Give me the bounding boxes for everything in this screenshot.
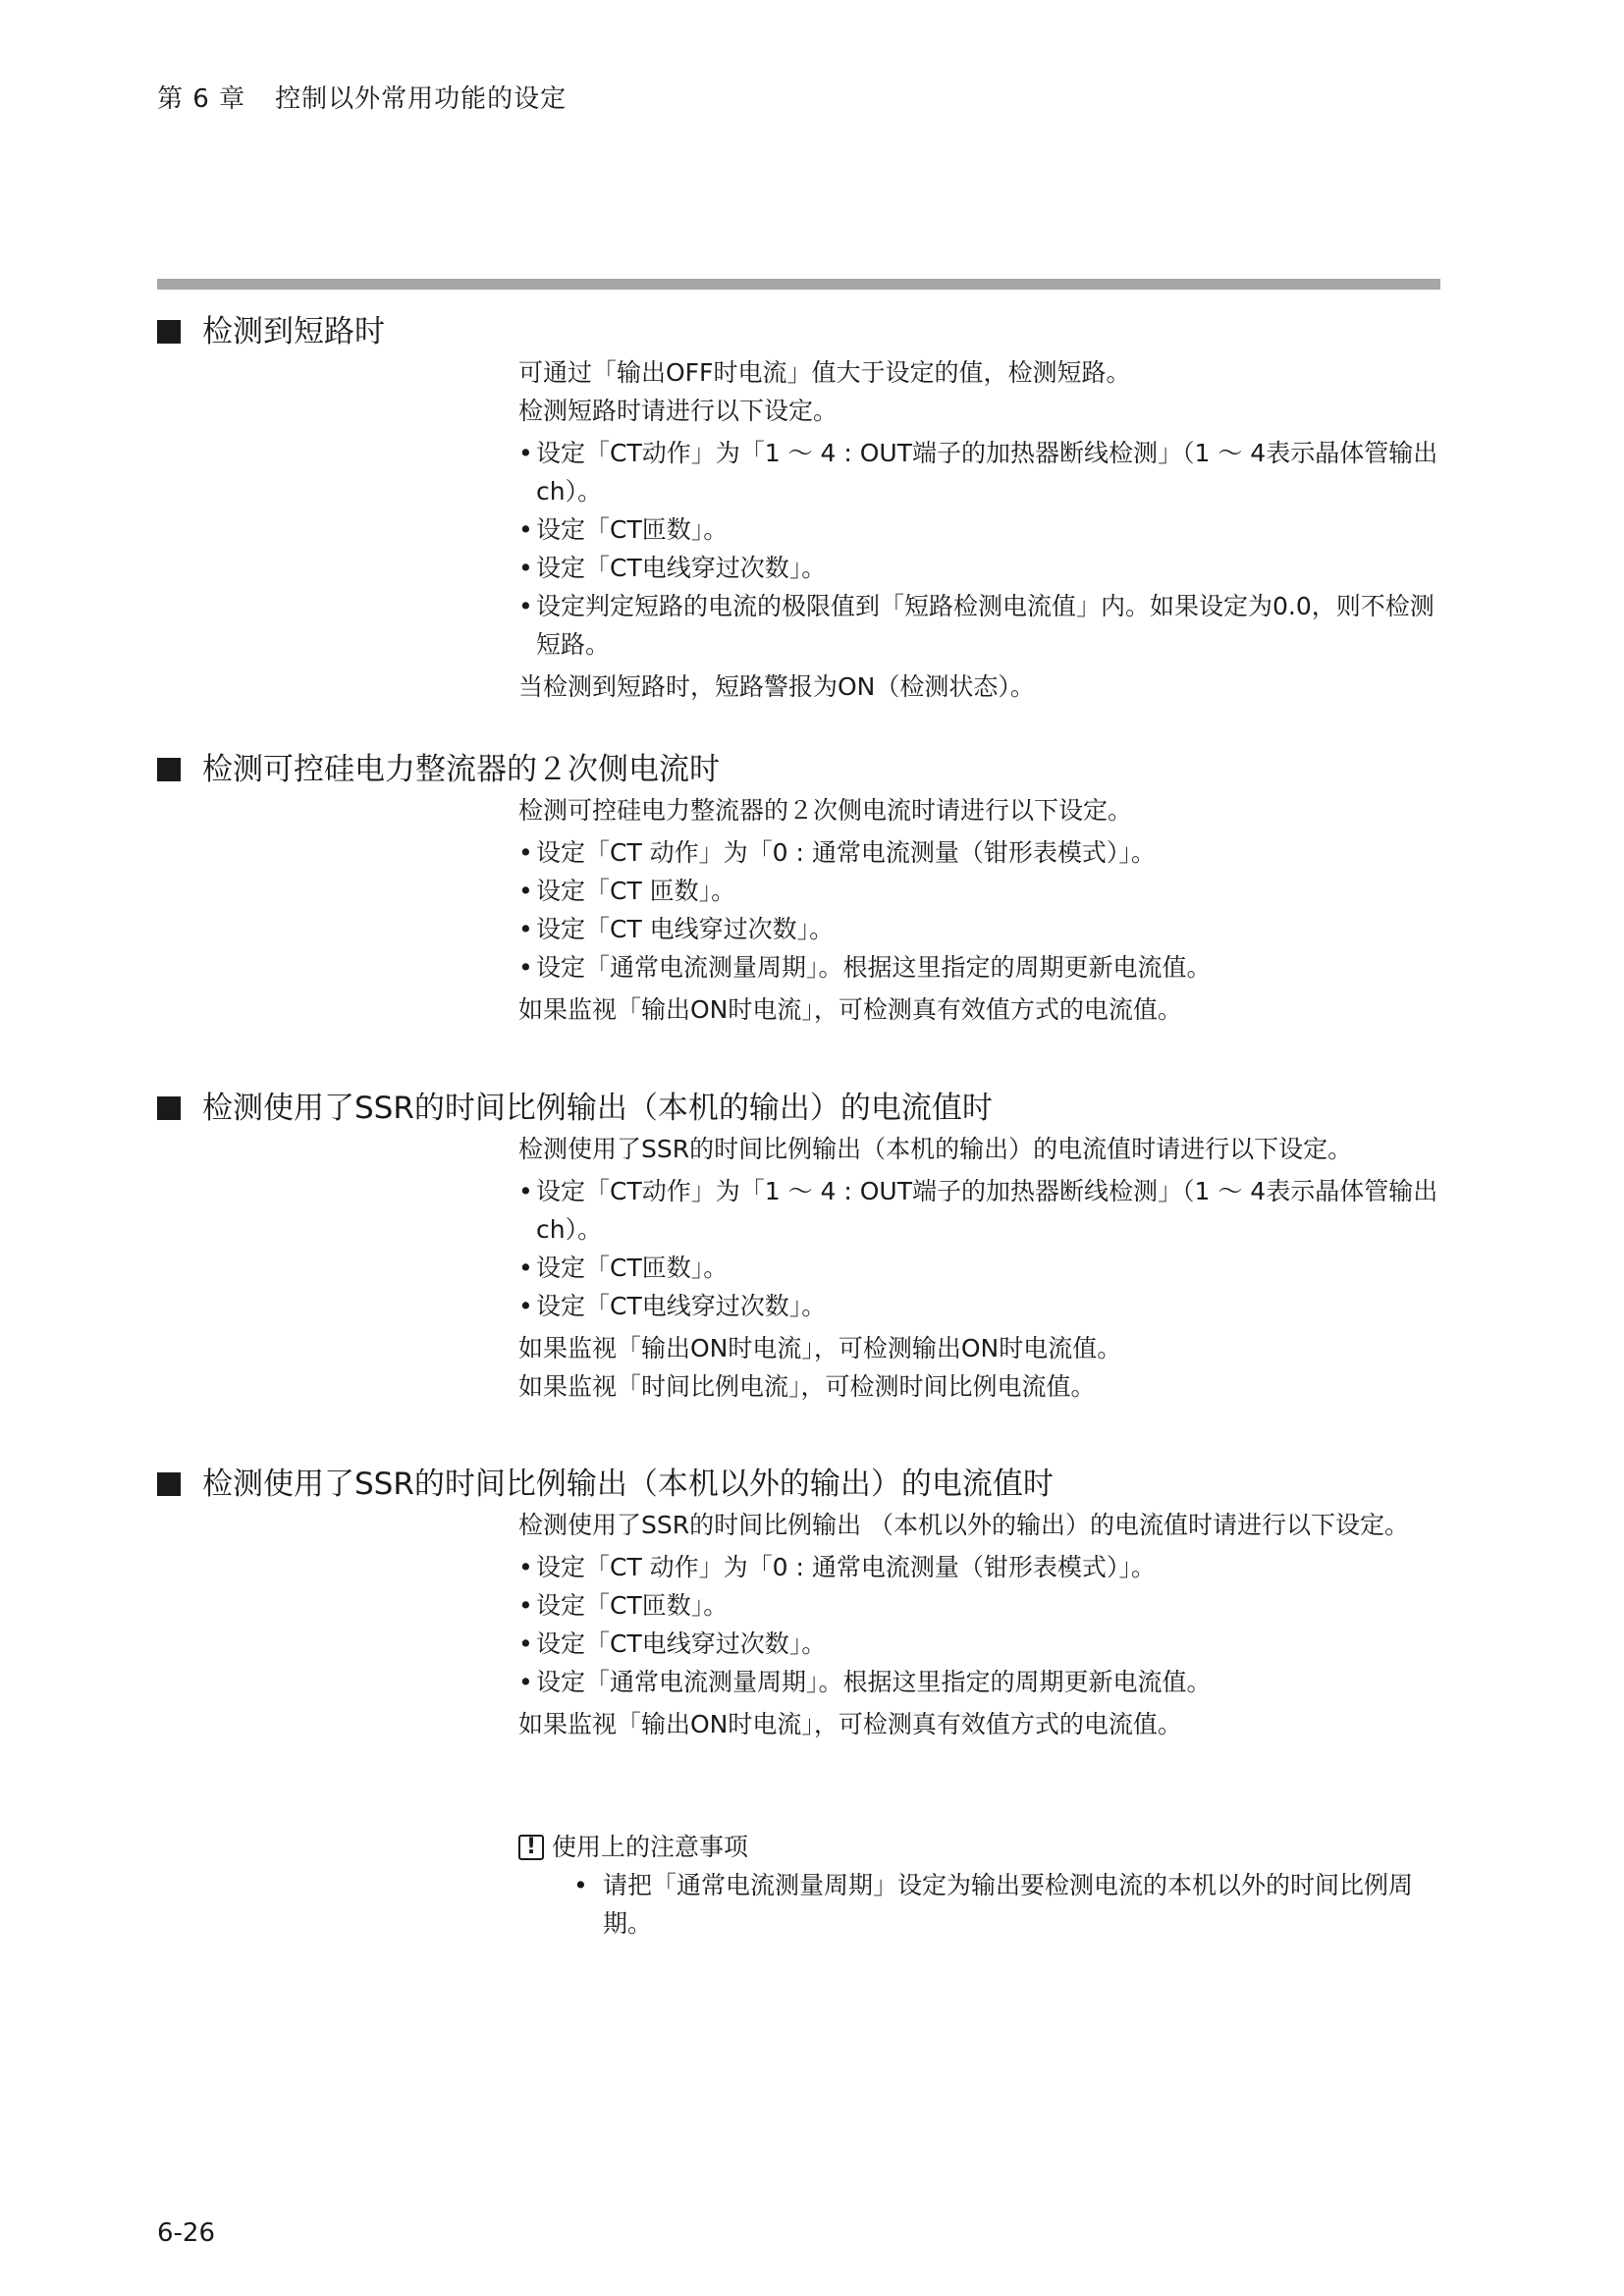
square-bullet-icon: [157, 758, 181, 781]
list-item: • 设定「CT动作」为「1 ～ 4 : OUT端子的加热器断线检测」（1 ～ 4表示晶体管输出ch）。: [518, 1172, 1441, 1249]
list-item: • 设定「CT电线穿过次数」。: [518, 1287, 1441, 1325]
list-item: • 设定「CT动作」为「1 ～ 4 : OUT端子的加热器断线检测」（1 ～ 4表示晶体管输出ch）。: [518, 434, 1441, 510]
paragraph: 如果监视「时间比例电流」，可检测时间比例电流值。: [518, 1372, 1096, 1401]
section-title: 检测可控硅电力整流器的２次侧电流时: [202, 752, 720, 787]
paragraph: 当检测到短路时，短路警报为ON（检测状态）。: [518, 672, 1035, 701]
list-item: • 设定「通常电流测量周期」。根据这里指定的周期更新电流值。: [518, 948, 1441, 987]
usage-note: [518, 1828, 1441, 1943]
chapter-header: [157, 79, 567, 115]
section-ssr-own-output: [157, 1087, 1453, 1406]
page-number: 6-26: [157, 2218, 216, 2248]
note-list: [518, 1866, 1441, 1943]
list-item: • 设定「CT 匝数」。: [518, 872, 1441, 910]
paragraph: 检测使用了SSR的时间比例输出（本机的输出）的电流值时请进行以下设定。: [518, 1135, 1353, 1163]
list-item: • 设定「CT 电线穿过次数」。: [518, 910, 1441, 948]
section-title: 检测使用了SSR的时间比例输出（本机的输出）的电流值时: [202, 1091, 993, 1126]
list-item: • 设定「CT匝数」。: [518, 510, 1441, 549]
paragraph: 检测使用了SSR的时间比例输出 （本机以外的输出）的电流值时请进行以下设定。: [518, 1511, 1410, 1539]
section-thyristor-secondary-current: [157, 748, 1453, 1029]
paragraph: 如果监视「输出ON时电流」，可检测真有效值方式的电流值。: [518, 1710, 1182, 1738]
list-item: • 请把「通常电流测量周期」设定为输出要检测电流的本机以外的时间比例周期。: [573, 1866, 1441, 1943]
section-ssr-other-output: [157, 1463, 1453, 1743]
warning-icon: !: [518, 1835, 544, 1860]
list-item: • 设定「CT电线穿过次数」。: [518, 1625, 1441, 1663]
setting-list: [518, 833, 1441, 987]
paragraph: 如果监视「输出ON时电流」，可检测真有效值方式的电流值。: [518, 995, 1182, 1024]
paragraph: 检测短路时请进行以下设定。: [518, 397, 839, 425]
setting-list: [518, 1548, 1441, 1701]
header-divider: [157, 279, 1440, 290]
chapter-number: 第 6 章: [157, 84, 246, 114]
list-item: • 设定「CT 动作」为「0 : 通常电流测量（钳形表模式）」。: [518, 833, 1441, 872]
square-bullet-icon: [157, 320, 181, 344]
list-item: • 设定「CT电线穿过次数」。: [518, 549, 1441, 587]
paragraph: 如果监视「输出ON时电流」，可检测输出ON时电流值。: [518, 1334, 1122, 1362]
section-title: 检测使用了SSR的时间比例输出（本机以外的输出）的电流值时: [202, 1467, 1054, 1502]
list-item: • 设定「CT匝数」。: [518, 1249, 1441, 1287]
section-title: 检测到短路时: [202, 314, 385, 349]
list-item: • 设定判定短路的电流的极限值到「短路检测电流值」内。如果设定为0.0，则不检测短路。: [518, 587, 1441, 664]
paragraph: 可通过「输出OFF时电流」值大于设定的值，检测短路。: [518, 358, 1131, 387]
square-bullet-icon: [157, 1096, 181, 1120]
section-short-circuit: [157, 310, 1453, 706]
square-bullet-icon: [157, 1472, 181, 1496]
setting-list: [518, 434, 1441, 664]
paragraph: 检测可控硅电力整流器的２次侧电流时请进行以下设定。: [518, 796, 1133, 825]
list-item: • 设定「通常电流测量周期」。根据这里指定的周期更新电流值。: [518, 1663, 1441, 1701]
setting-list: [518, 1172, 1441, 1325]
chapter-title: 控制以外常用功能的设定: [275, 84, 568, 114]
list-item: • 设定「CT匝数」。: [518, 1586, 1441, 1625]
list-item: • 设定「CT 动作」为「0 : 通常电流测量（钳形表模式）」。: [518, 1548, 1441, 1586]
note-title: 使用上的注意事项: [552, 1833, 749, 1861]
